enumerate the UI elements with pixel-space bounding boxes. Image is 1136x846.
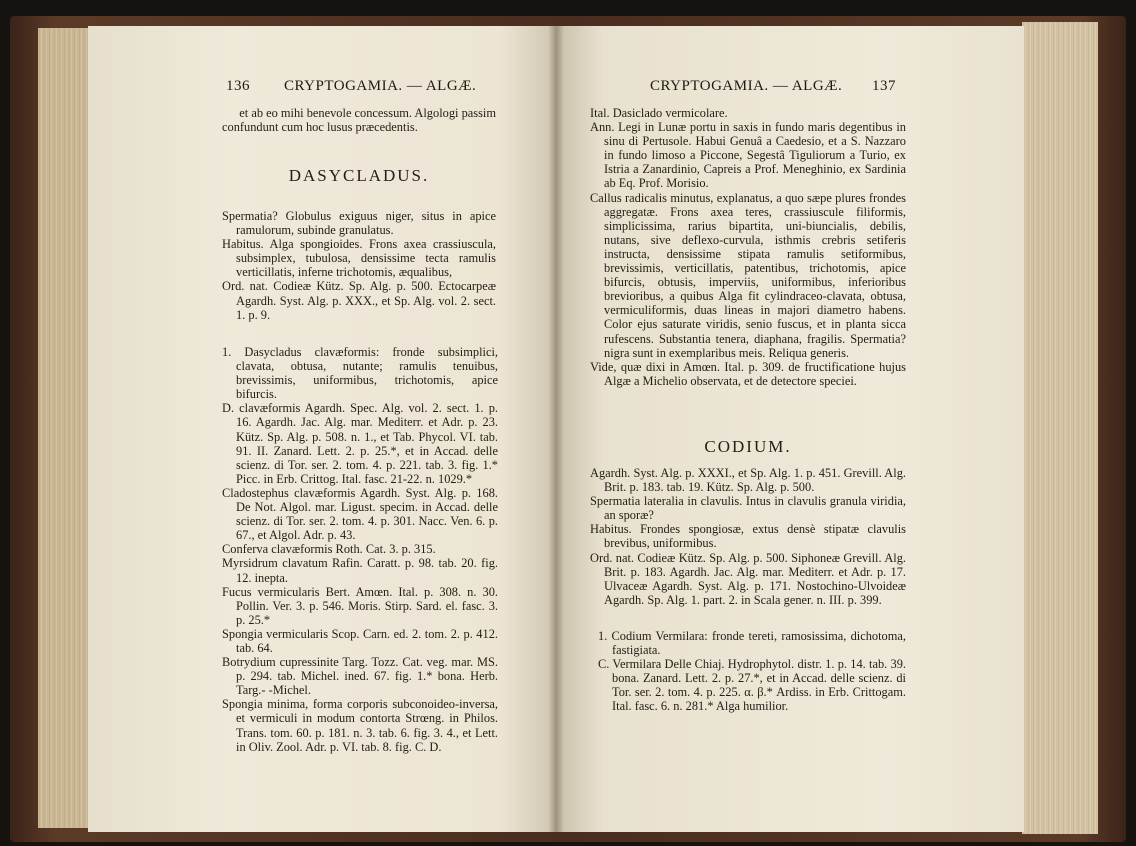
section-heading-dasycladus: DASYCLADUS. xyxy=(288,166,430,185)
species-entry: 1. Dasycladus clavæformis: fronde subsimplici, clavata, obtusa, nutante; ramulis tenuibus, brevissimis, uniformibus, trichotomis, apice bifurcis. xyxy=(222,345,498,402)
synonym-entry: Conferva clavæformis Roth. Cat. 3. p. 315. xyxy=(222,542,436,557)
synonym-entry: Myrsidrum clavatum Rafin. Caratt. p. 98. tab. 20. fig. 12. inepta. xyxy=(222,556,498,585)
genus-paragraph: Habitus. Alga spongioides. Frons axea crassiuscula, subsimplex, tubulosa, densissime tecta ramulis verticillatis, inferne trichotomis, æqualibus, xyxy=(222,237,496,280)
genus-paragraph: Spermatia? Globulus exiguus niger, situs in apice ramulorum, subinde granulatus. xyxy=(222,209,496,238)
synonym-entry: Botrydium cupressinite Targ. Tozz. Cat. veg. mar. MS. p. 294. tab. Michel. ined. 67. fig. 1.* bona. Herb. Targ.- -Michel. xyxy=(222,655,498,698)
section-heading-codium: CODIUM. xyxy=(704,437,792,456)
annotation-paragraph: Ann. Legi in Lunæ portu in saxis in fundo maris degentibus in sinu di Pertusole. Habui Genuâ a Caedesio, et a S. Nazzaro in fundo limoso a Piccone, Segestâ Tiguliorum a Turio, ex Istria a Zanardinio, Capreis a Prof. Meneghinio, ex Sardinia ab Eq. Prof. Morisio. xyxy=(590,120,906,191)
book-gutter xyxy=(548,26,564,832)
intro-line: confundunt cum hoc lusus præcedentis. xyxy=(222,120,418,135)
genus-paragraph: Spermatia lateralia in clavulis. Intus in clavulis granula viridia, an sporæ? xyxy=(590,494,906,523)
page-edges-left xyxy=(38,28,90,828)
codium-genus-description xyxy=(590,466,906,607)
species-entry: 1. Codium Vermilara: fronde tereti, ramosissima, dichotoma, fastigiata. xyxy=(598,629,906,658)
synonym-entry: Spongia minima, forma corporis subconoideo-inversa, et vermiculi in modum contorta Strœng. in Philos. Trans. tom. 60. p. 181. n. 3. tab. 6. fig. 3. 4., et Lett. in Oliv. Zool. Adr. p. VI. tab. 8. fig. C. D. xyxy=(222,697,498,754)
synonym-entry: Spongia vermicularis Scop. Carn. ed. 2. tom. 2. p. 412. tab. 64. xyxy=(222,626,498,655)
description-paragraph: Callus radicalis minutus, explanatus, a quo sæpe plures frondes aggregatæ. Frons axea teres, crassiuscule filiformis, simplicissima, rarius bipartita, uni-biuncialis, debilis, nutans, sive deflexo-curvula, isthmis crebris setiferis instructa, densissime stipata ramulis setiformibus, brevissimis, verticillatis, patentibus, trichotomis, apice bifurcis, obtusis, imperviis, uniformibus, inferioribus brevioribus, a quibus Alga fit cylindraceo-clavata, obtusa, vermiculiformis, duas lineas in majori diametro habens. Color ejus saturate viridis, senio fuscus, et in planta sicca rufescens. Substantia tenera, diaphana, fragilis. Spermatia? nigra sunt in exemplaribus meis. Reliqua generis. xyxy=(590,190,906,360)
genus-paragraph: Habitus. Frondes spongiosæ, extus densè stipatæ clavulis brevibus, uniformibus. xyxy=(590,522,906,551)
synonym-entry: D. clavæformis Agardh. Spec. Alg. vol. 2. sect. 1. p. 16. Agardh. Jac. Alg. mar. Mediterr. et Adr. p. 23. Kütz. Sp. Alg. p. 508. n. 1., et Tab. Phycol. VI. tab. 91. II. Zanard. Lett. 2. p. 25.*, et in Accad. delle scienz. di Tor. ser. 2. tom. 4. p. 221. tab. 3. fig. 1.* Picc. in Erb. Crittog. Ital. fasc. 21-22. n. 1029.* xyxy=(222,401,498,486)
dasycladus-species-entries xyxy=(214,345,498,754)
synonym-entry: Fucus vermicularis Bert. Amœn. Ital. p. 308. n. 30. Pollin. Ver. 3. p. 546. Moris. Stirp. Sard. el. fasc. 3. p. 25.* xyxy=(222,584,498,627)
synonym-entry: Cladostephus clavæformis Agardh. Syst. Alg. p. 168. De Not. Algol. mar. Ligust. specim. in Accad. delle scienz. di Tor. ser. 2. tom. 4. p. 301. Nacc. Ven. 6. p. 67., et Algol. Adr. p. 43. xyxy=(222,485,498,543)
dasycladus-genus-description xyxy=(222,209,496,322)
italian-name: Ital. Dasiclado vermicolare. xyxy=(590,106,728,120)
right-running-head: CRYPTOGAMIA. — ALGÆ. xyxy=(650,78,843,94)
genus-paragraph: Agardh. Syst. Alg. p. XXXI., et Sp. Alg. 1. p. 451. Grevill. Alg. Brit. p. 183. tab. 19. Kütz. Sp. Alg. p. 500. xyxy=(590,466,906,495)
left-running-head: CRYPTOGAMIA. — ALGÆ. xyxy=(284,78,477,94)
left-intro xyxy=(222,106,496,134)
right-page-number: 137 xyxy=(872,78,896,94)
codium-species-entries xyxy=(590,629,906,714)
genus-paragraph: Ord. nat. Codieæ Kütz. Sp. Alg. p. 500. Siphoneæ Grevill. Alg. Brit. p. 183. Agardh. Jac. Alg. mar. Mediterr. et Adr. p. 17. Ulvaceæ Agardh. Syst. Alg. p. 171. Nostochino-Ulvoideæ Agardh. Sp. Alg. 1. part. 2. in Scala gener. n. III. p. 399. xyxy=(590,550,906,607)
genus-paragraph: Ord. nat. Codieæ Kütz. Sp. Alg. p. 500. Ectocarpeæ Agardh. Syst. Alg. p. XXX., et Sp. Alg. vol. 2. sect. 1. p. 9. xyxy=(222,279,496,322)
reference-paragraph: Vide, quæ dixi in Amœn. Ital. p. 309. de fructificatione hujus Algæ a Michelio observata, et de detectore speciei. xyxy=(590,359,906,388)
page-edges-right xyxy=(1022,22,1098,834)
intro-line: et ab eo mihi benevole concessum. Algologi passim xyxy=(239,106,496,120)
synonym-entry: C. Vermilara Delle Chiaj. Hydrophytol. distr. 1. p. 14. tab. 39. bona. Zanard. Lett. 2. p. 27.*, et in Accad. delle scienz. di Tor. ser. 2. tom. 4. p. 225. α. β.* Ardiss. in Erb. Crittogam. Ital. fasc. 6. n. 281.* Alga humilior. xyxy=(598,657,906,714)
left-page-number: 136 xyxy=(226,78,250,94)
right-top-text xyxy=(590,106,906,388)
